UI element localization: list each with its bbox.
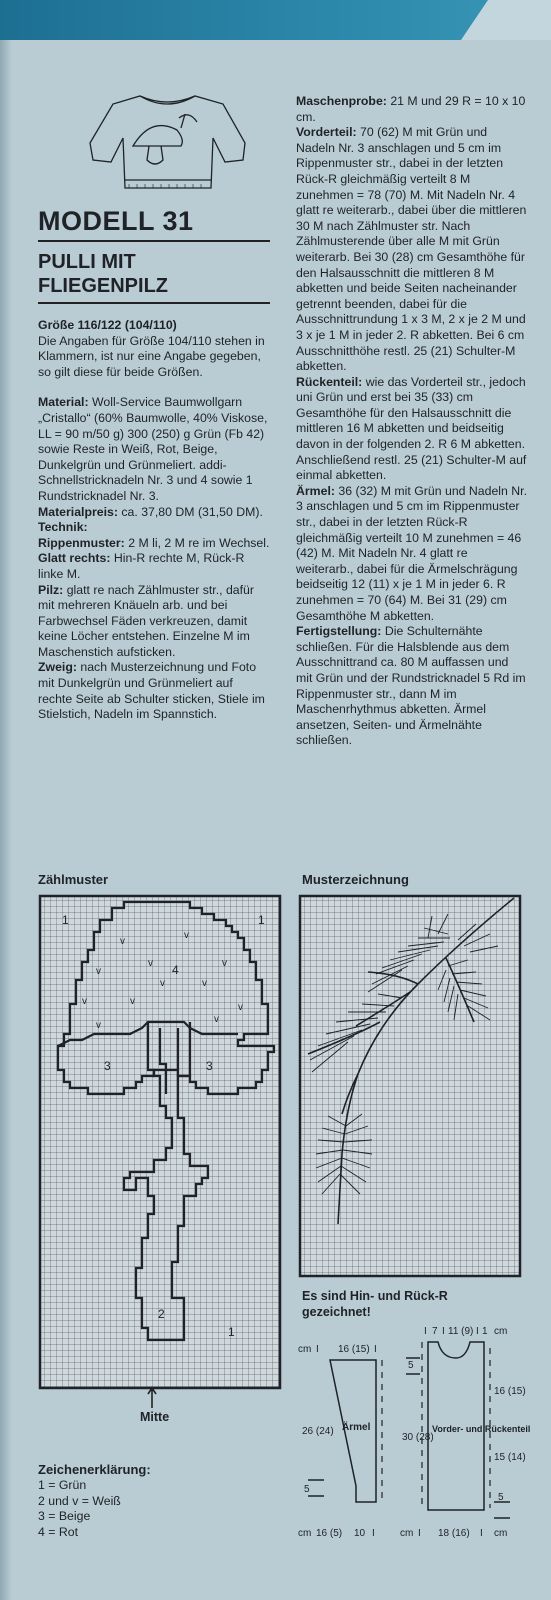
mark-v-5: v [222, 958, 227, 969]
twig-text: nach Musterzeichnung und Foto mit Dunkelgrün und Grünmeliert auf rechte Seite ab Schulter sticken, Stiele im Stielstich, Nadeln im Spannstich. [38, 660, 265, 722]
model-number-heading: MODELL 31 [38, 206, 194, 236]
sleeve-bottom-width-left: 16 (5) [316, 1528, 343, 1539]
body-armhole-height: 16 (15) [494, 1386, 526, 1397]
sleeve-height: 26 (24) [302, 1426, 334, 1437]
mark-v-1: v [120, 936, 125, 947]
size-text: Die Angaben für Größe 104/110 stehen in Klammern, ist nur eine Angabe gegeben, so gilt diese für beide Größen. [38, 333, 265, 379]
count-chart [38, 894, 286, 1396]
sweater-sketch-icon [85, 88, 250, 196]
mark-1-bottom: 1 [228, 1325, 235, 1339]
gauge-text: 21 M und 29 R = 10 x 10 cm. [296, 94, 526, 124]
body-top-tick-2: I [442, 1326, 445, 1337]
rib-label: Rippenmuster: [38, 535, 125, 550]
left-instructions [38, 318, 270, 723]
mushroom-text: glatt re nach Zählmuster str., dafür mit mehreren Knäueln arb. und bei Farbwechsel Fäden verkreuzen, damit keine Löcher entstehen. Einzelne M im Maschenstich aufsticken. [38, 582, 254, 659]
heading-rule [38, 240, 270, 242]
model-title [38, 250, 168, 298]
material-label: Material: [38, 395, 89, 410]
legend [38, 1462, 151, 1541]
price-text: ca. 37,80 DM (31,50 DM). [121, 504, 263, 519]
mark-1-top-left: 1 [62, 913, 69, 927]
mark-2: 2 [158, 1307, 165, 1321]
body-unit-bottom: cm [400, 1528, 414, 1539]
body-height: 30 (28) [402, 1432, 434, 1443]
title-rule [38, 302, 270, 304]
mark-v-11: v [96, 1020, 101, 1031]
sleeve-bottom-tick: I [372, 1528, 375, 1539]
technique-label: Technik: [38, 520, 88, 535]
rows-note: Es sind Hin- und Rück-R gezeichnet! [302, 1289, 448, 1319]
mark-v-4: v [148, 958, 153, 969]
pattern-drawing-grid [300, 896, 520, 1276]
finishing-label: Fertigstellung: [296, 624, 382, 639]
size-label: Größe 116/122 (104/110) [38, 318, 177, 332]
mark-v-6: v [160, 978, 165, 989]
sleeve-unit-tick: I [316, 1344, 319, 1355]
mark-4: 4 [172, 963, 179, 977]
right-instructions [296, 94, 528, 749]
body-top-small: 1 [482, 1326, 488, 1337]
mushroom-label: Pilz: [38, 582, 64, 597]
model-title-line-1: PULLI MIT [38, 251, 136, 273]
twig-label: Zweig: [38, 660, 77, 675]
body-top-tick-1: I [424, 1326, 427, 1337]
body-neck-depth: 5 [408, 1360, 414, 1371]
mark-3-right: 3 [206, 1059, 213, 1073]
sleeve-cuff-markers [308, 1480, 324, 1496]
legend-item-green: 1 = Grün [38, 1477, 87, 1492]
page-edge-shadow [0, 40, 12, 1600]
sleeve-label: Ärmel: [296, 483, 335, 498]
material-text: Woll-Service Baumwollgarn „Cristallo“ (60% Baumwolle, 40% Viskose, LL = 90 m/50 g) 300 (250) g Grün (Fb 42) sowie Reste in Weiß, Rot, Beige, Dunkelgrün und Grünmeliert. addi-Schnellstricknadeln Nr. 3 und 4 sowie 1 Rundstricknadel Nr. 3. [38, 395, 268, 503]
sleeve-text: 36 (32) M mit Grün und Nadeln Nr. 3 anschlagen und 5 cm im Rippenmuster str., dabei in der letzten Rück-R gleichmäßig verteilt 10 M zunehmen = 46 (42) M. Mit Nadeln Nr. 4 glatt re weiterarb., dabei für die Ärmelschrägung beidseitig 12 (11) x je 1 M in jeder 6. R zunehmen = 70 (64) M. Bei 31 (29) cm Gesamthöhe M abketten. [296, 483, 528, 623]
sleeve-unit-top: cm [298, 1344, 312, 1355]
gauge-label: Maschenprobe: [296, 94, 387, 108]
finishing-text: Die Schulternähte schließen. Für die Halsblende aus dem Ausschnittrand ca. 80 M auffassen und mit Grün und der Rundstricknadel 5 Rd im Rippenmuster str., dann M im Maschenrhythmus abketten. Ärmel ansetzen, Seiten- und Ärmelnähte schließen. [296, 624, 526, 748]
center-label: Mitte [140, 1410, 170, 1424]
pattern-drawing-title: Musterzeichnung [302, 872, 409, 887]
body-bottom-width: 18 (16) [438, 1528, 470, 1539]
mark-v-12: v [214, 1014, 219, 1025]
sleeve-top-width: 16 (15) [338, 1344, 370, 1355]
center-arrow-icon [146, 1386, 158, 1410]
front-label: Vorderteil: [296, 125, 357, 140]
body-bottom-tick-left: I [418, 1528, 421, 1539]
sleeve-cuff-height: 5 [304, 1484, 310, 1495]
mark-v-8: v [82, 996, 87, 1007]
sleeve-bottom-width-right: 10 [354, 1528, 366, 1539]
mark-1-top-right: 1 [258, 913, 265, 927]
front-text: 70 (62) M mit Grün und Nadeln Nr. 3 anschlagen und 5 cm im Rippenmuster str., dabei in der letzten Rück-R gleichmäßig verteilt 8 M zunehmen = 78 (70) M. Mit Nadeln Nr. 4 glatt re weiterarb., dabei über die mittleren 30 M nach Zählmuster str. Nach Zählmusterende über alle M mit Grün weiterarb. Bei 30 (28) cm Gesamthöhe für den Halsausschnitt die mittleren 8 M abketten und beide Seiten nacheinander getrennt beenden, dabei für die Ausschnittrundung 1 x 3 M, 2 x je 2 M und 3 x je 1 M in jeder 2. R abketten. Bei 6 cm Ausschnitthöhe restl. 25 (21) Schulter-M abketten. [296, 125, 527, 374]
stockinette-text: Hin-R rechte M, Rück-R linke M. [38, 551, 245, 581]
count-chart-title: Zählmuster [38, 872, 109, 887]
body-neck-width: 7 [432, 1326, 438, 1337]
pattern-drawing [298, 894, 524, 1280]
price-label: Materialpreis: [38, 504, 118, 519]
body-shoulder-width: 11 (9) [448, 1326, 474, 1337]
body-schematic [398, 1322, 531, 1542]
mark-v-2: v [184, 930, 189, 941]
sleeve-unit-bottom: cm [298, 1528, 312, 1539]
mark-v-10: v [238, 1002, 243, 1013]
mark-v-7: v [202, 978, 207, 989]
body-unit-bottom-right: cm [494, 1528, 508, 1539]
body-diagram-label: Vorder- und Rückenteil [432, 1424, 531, 1434]
legend-item-white: 2 und v = Weiß [38, 1493, 121, 1508]
sleeve-schematic [296, 1330, 404, 1542]
mark-3-left: 3 [104, 1059, 111, 1073]
stockinette-label: Glatt rechts: [38, 551, 111, 566]
sleeve-diagram-label: Ärmel [342, 1422, 371, 1433]
model-title-line-2: FLIEGENPILZ [38, 275, 168, 297]
body-side-height: 15 (14) [494, 1452, 526, 1463]
body-bottom-tick-right: I [480, 1528, 483, 1539]
mark-v-9: v [130, 996, 135, 1007]
legend-title: Zeichenerklärung: [38, 1462, 151, 1477]
body-rib-height: 5 [498, 1492, 504, 1503]
legend-item-beige: 3 = Beige [38, 1509, 91, 1524]
body-top-tick-3: I [476, 1326, 479, 1337]
back-text: wie das Vorderteil str., jedoch uni Grün und erst bei 35 (33) cm Gesamthöhe für den Halsausschnitt die mittleren 16 M abketten und beidseitig davon in der folgenden 2. R 6 M abketten. Anschließend restl. 25 (21) Schulter-M auf einmal abketten. [296, 374, 527, 483]
mark-v-3: v [96, 966, 101, 977]
legend-item-red: 4 = Rot [38, 1525, 78, 1540]
sleeve-top-tick: I [374, 1344, 377, 1355]
body-unit-top: cm [494, 1326, 508, 1337]
back-label: Rückenteil: [296, 374, 363, 389]
rib-text: 2 M li, 2 M re im Wechsel. [128, 535, 270, 550]
